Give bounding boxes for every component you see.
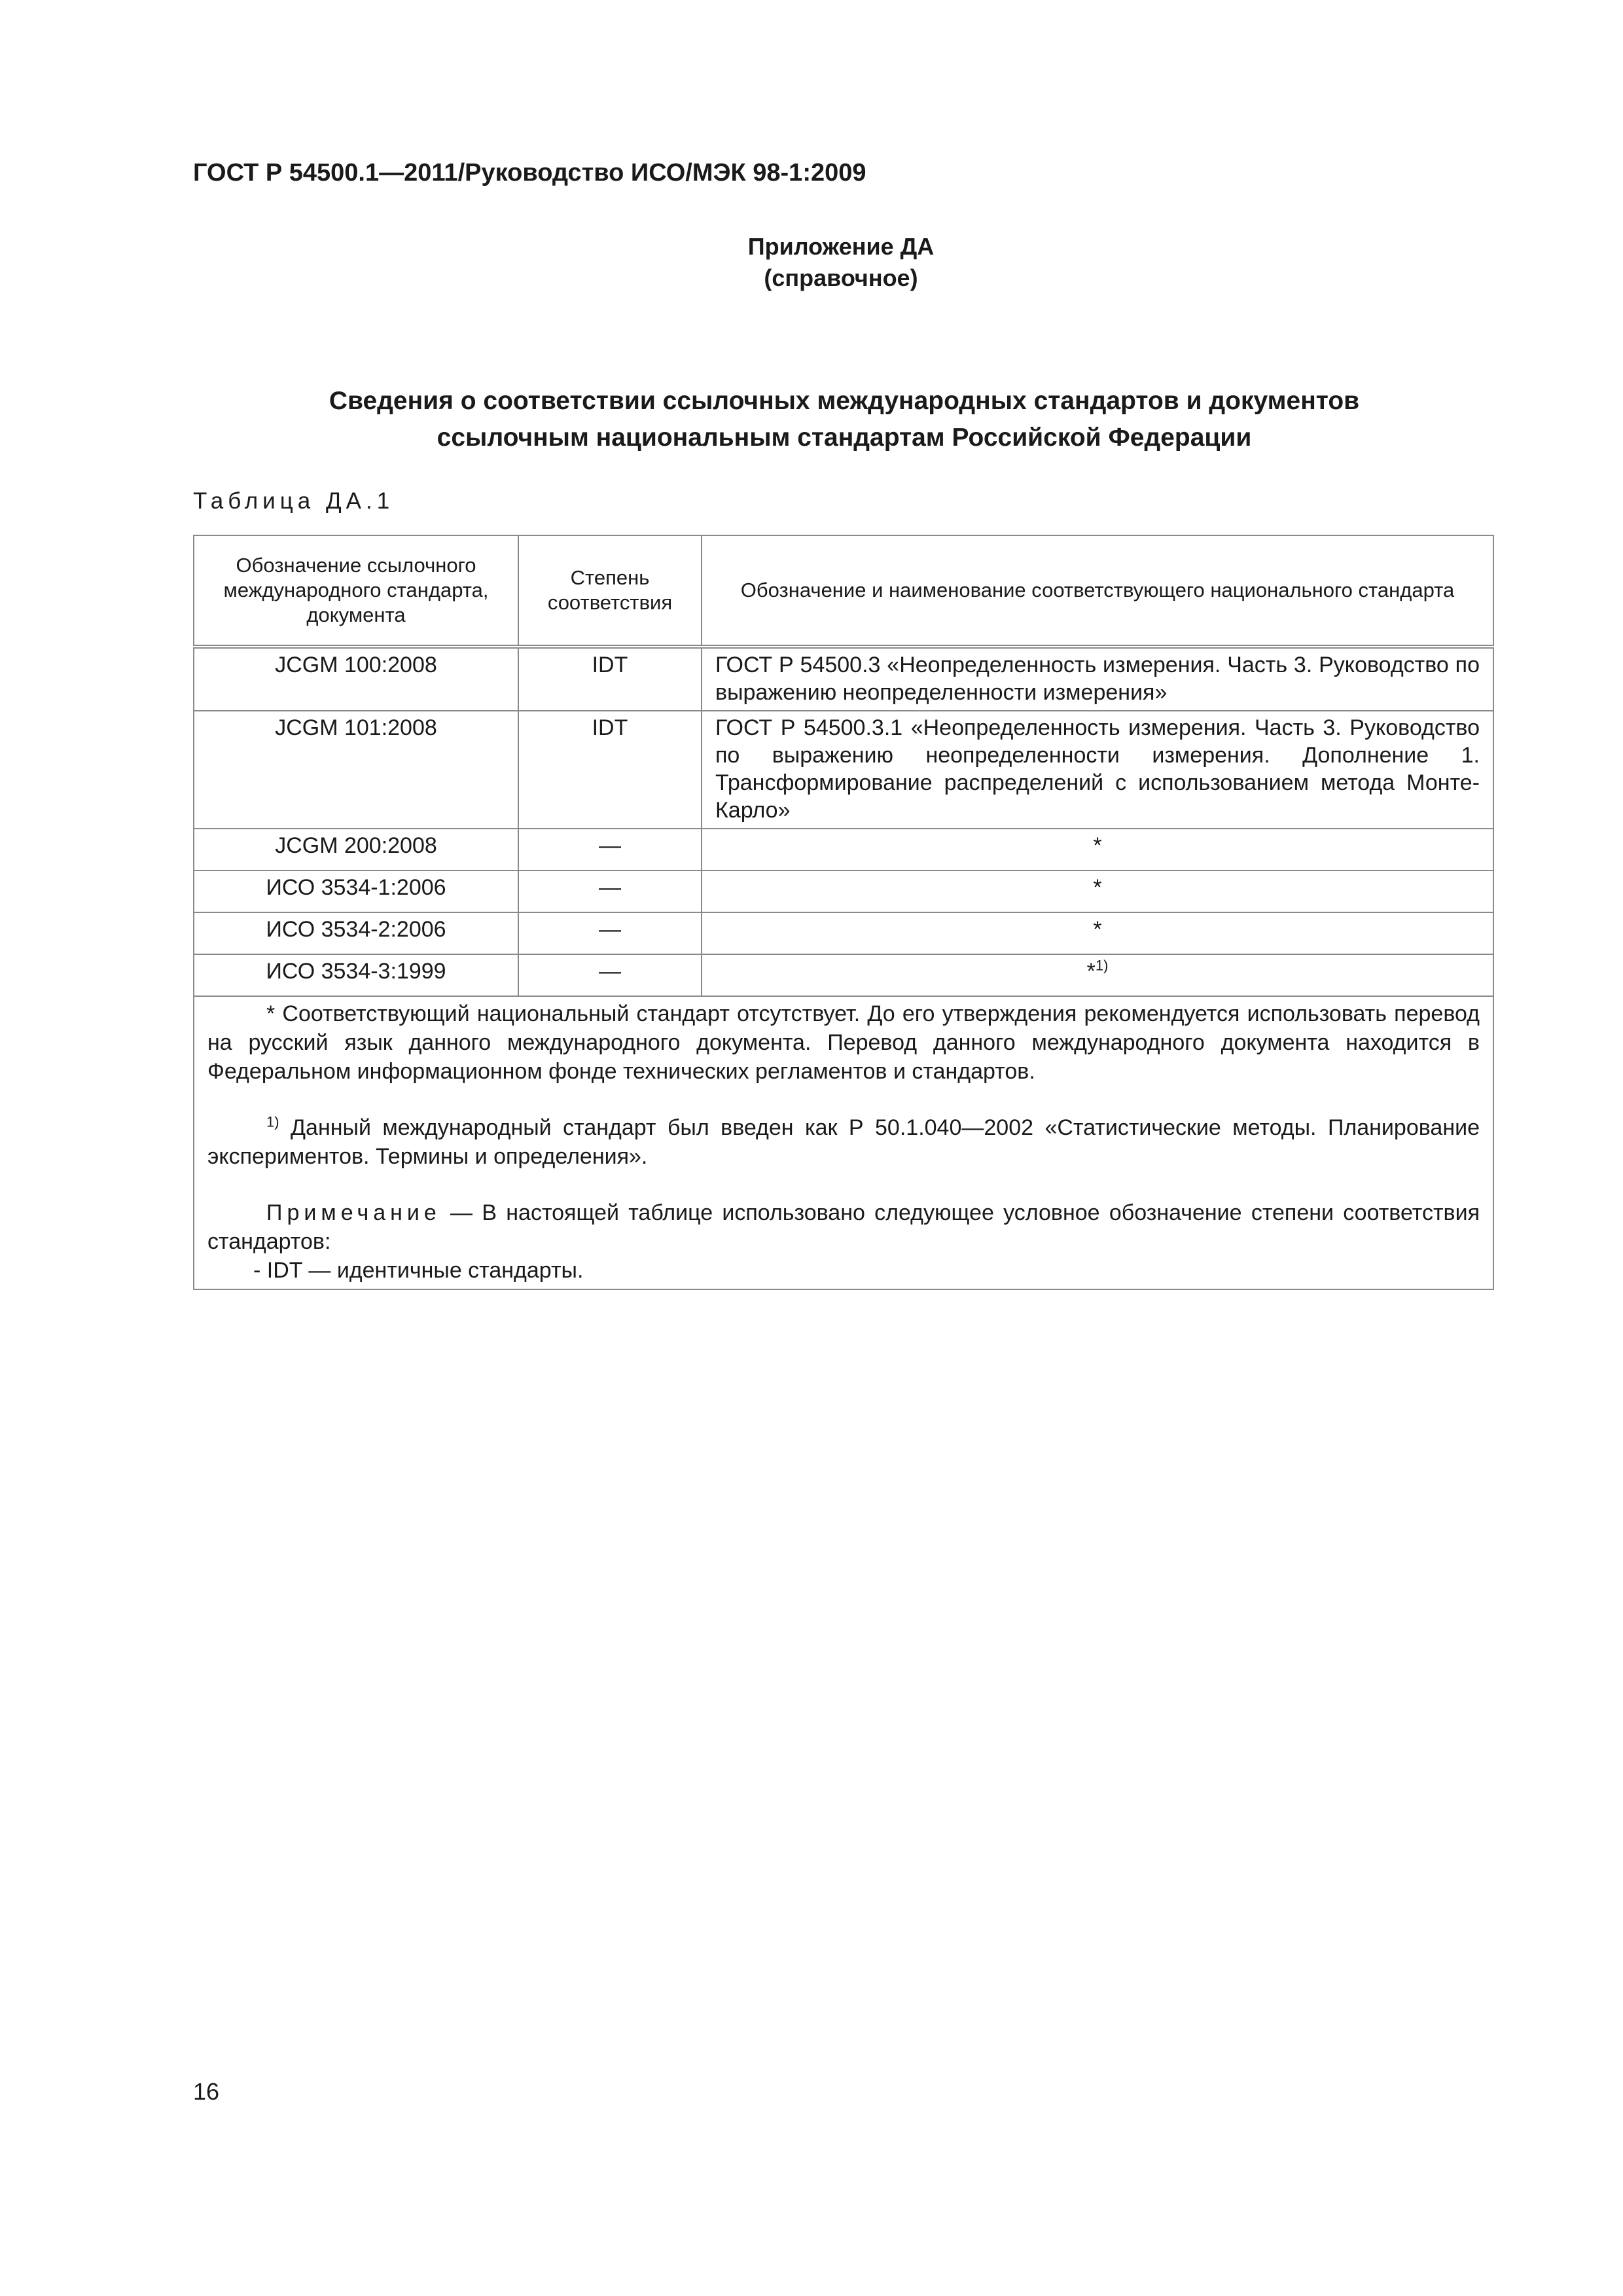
table-row xyxy=(194,829,1493,870)
table-row xyxy=(194,870,1493,912)
table-notes-row xyxy=(194,996,1493,1289)
cell-standard: ИСО 3534-2:2006 xyxy=(194,912,518,954)
appendix-type: (справочное) xyxy=(764,264,918,291)
appendix-title: Приложение ДА xyxy=(747,233,935,260)
footnote-text: Данный международный стандарт был введен как Р 50.1.040—2002 «Статистические методы. Планирование экспериментов. Термины и определения». xyxy=(207,1115,1480,1169)
cell-national xyxy=(702,954,1493,996)
cell-national: ГОСТ Р 54500.3.1 «Неопределенность измерения. Часть 3. Руководство по выражению неопределенности измерения. Дополнение 1. Трансформирование распределений с использованием метода Монте-Карло» xyxy=(702,711,1493,829)
table-row xyxy=(194,954,1493,996)
cell-degree: IDT xyxy=(518,647,702,711)
page-number: 16 xyxy=(193,2078,220,2105)
column-header-national: Обозначение и наименование соответствующего национального стандарта xyxy=(702,535,1493,647)
remark-label: Примечание xyxy=(266,1200,441,1225)
cell-degree: — xyxy=(518,829,702,870)
table-label xyxy=(193,488,394,514)
table-header-row xyxy=(194,535,1493,647)
remark-item: - IDT — идентичные стандарты. xyxy=(253,1258,584,1283)
cell-standard: JCGM 101:2008 xyxy=(194,711,518,829)
cell-degree: — xyxy=(518,870,702,912)
footnote-marker: 1) xyxy=(1095,957,1109,974)
cell-degree: — xyxy=(518,912,702,954)
remark-note xyxy=(207,1198,1480,1256)
cell-standard: JCGM 200:2008 xyxy=(194,829,518,870)
table-row xyxy=(194,711,1493,829)
correspondence-table xyxy=(193,535,1494,1290)
table-row xyxy=(194,912,1493,954)
cell-standard: JCGM 100:2008 xyxy=(194,647,518,711)
title-line-1: Сведения о соответствии ссылочных международных стандартов и документов xyxy=(329,387,1360,415)
document-code-header: ГОСТ Р 54500.1—2011/Руководство ИСО/МЭК 98-1:2009 xyxy=(193,159,866,187)
asterisk-note: * Соответствующий национальный стандарт отсутствует. До его утверждения рекомендуется использовать перевод на русский язык данного международного документа. Перевод данного международного документа находится в Федеральном информационном фонде технических регламентов и стандартов. xyxy=(207,1001,1480,1084)
footnote-mark: 1) xyxy=(266,1113,279,1130)
column-header-standard: Обозначение ссылочного международного стандарта, документа xyxy=(194,535,518,647)
table-notes xyxy=(194,996,1493,1289)
cell-degree: IDT xyxy=(518,711,702,829)
title-line-2: ссылочным национальным стандартам Российской Федерации xyxy=(437,423,1252,452)
table-label-text: Таблица ДА.1 xyxy=(193,488,395,514)
document-title xyxy=(193,383,1495,456)
footnote-note xyxy=(207,1113,1480,1171)
remark-text: — В настоящей таблице использовано следующее условное обозначение степени соответствия стандартов: xyxy=(207,1200,1480,1254)
cell-standard: ИСО 3534-1:2006 xyxy=(194,870,518,912)
column-header-degree: Степень соответствия xyxy=(518,535,702,647)
table-row xyxy=(194,647,1493,711)
cell-national: * xyxy=(702,870,1493,912)
cell-national: * xyxy=(702,912,1493,954)
cell-national-value: * xyxy=(1086,959,1096,984)
cell-national: ГОСТ Р 54500.3 «Неопределенность измерения. Часть 3. Руководство по выражению неопределенности измерения» xyxy=(702,647,1493,711)
cell-degree: — xyxy=(518,954,702,996)
cell-standard: ИСО 3534-3:1999 xyxy=(194,954,518,996)
cell-national: * xyxy=(702,829,1493,870)
